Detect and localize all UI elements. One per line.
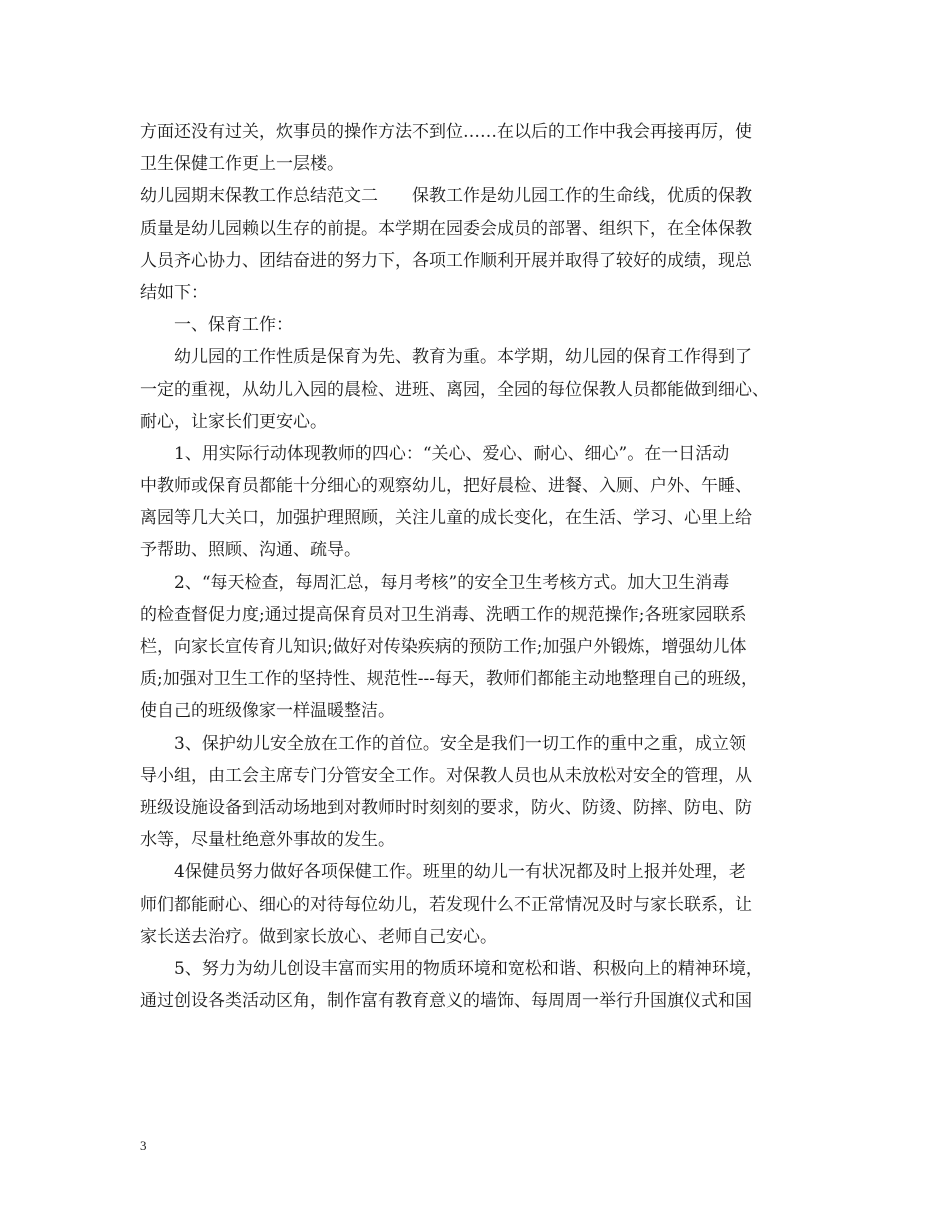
text-line: 导小组，由工会主席专门分管安全工作。对保教人员也从未放松对安全的管理，从: [140, 765, 752, 786]
text-line: 结如下：: [140, 282, 208, 303]
text-line: 耐心，让家长们更安心。: [140, 411, 327, 432]
text-line: 通过创设各类活动区角，制作富有教育意义的墙饰、每周周一举行升国旗仪式和国: [140, 991, 752, 1012]
text-line: 家长送去治疗。做到家长放心、老师自己安心。: [140, 926, 497, 947]
text-line: 师们都能耐心、细心的对待每位幼儿，若发现什么不正常情况及时与家长联系，让: [140, 894, 752, 915]
text-line: 水等，尽量杜绝意外事故的发生。: [140, 830, 395, 851]
text-line: 质;加强对卫生工作的坚持性、规范性---每天，教师们都能主动地整理自己的班级，: [140, 669, 758, 690]
text-line: 人员齐心协力、团结奋进的努力下，各项工作顺利开展并取得了较好的成绩，现总: [140, 250, 752, 271]
text-line: 予帮助、照顾、沟通、疏导。: [140, 540, 361, 561]
text-line: 离园等几大关口，加强护理照顾，关注儿童的成长变化，在生活、学习、心里上给: [140, 508, 752, 529]
text-line: 使自己的班级像家一样温暖整洁。: [140, 701, 395, 722]
text-line: 2、“每天检查，每周汇总，每月考核”的安全卫生考核方式。加大卫生消毒: [174, 572, 730, 593]
text-line: 的检查督促力度;通过提高保育员对卫生消毒、洗晒工作的规范操作;各班家园联系: [140, 604, 747, 625]
text-line: 3、保护幼儿安全放在工作的首位。安全是我们一切工作的重中之重，成立领: [174, 733, 746, 754]
text-line: 中教师或保育员都能十分细心的观察幼儿，把好晨检、进餐、入厕、户外、午睡、: [140, 476, 752, 497]
document-body: [140, 116, 830, 1017]
text-line: 栏，向家长宣传育儿知识;做好对传染疾病的预防工作;加强户外锻炼，增强幼儿体: [140, 637, 747, 657]
text-line: 4保健员努力做好各项保健工作。班里的幼儿一有状况都及时上报并处理，老: [174, 862, 746, 883]
text-line: 幼儿园期末保教工作总结范文二 保教工作是幼儿园工作的生命线，优质的保教: [140, 186, 752, 207]
text-line: 卫生保健工作更上一层楼。: [140, 154, 344, 175]
text-line: 方面还没有过关，炊事员的操作方法不到位……在以后的工作中我会再接再厉，使: [140, 122, 752, 142]
page-number: 3: [140, 1138, 147, 1153]
text-line: 5、努力为幼儿创设丰富而实用的物质环境和宽松和谐、积极向上的精神环境，: [174, 958, 763, 979]
text-line: 一、保育工作：: [174, 315, 293, 336]
text-line: 幼儿园的工作性质是保育为先、教育为重。本学期，幼儿园的保育工作得到了: [174, 347, 752, 368]
text-line: 班级设施设备到活动场地到对教师时时刻刻的要求，防火、防烫、防摔、防电、防: [140, 797, 752, 818]
text-line: 1、用实际行动体现教师的四心：“关心、爱心、耐心、细心”。在一日活动: [174, 443, 730, 464]
text-line: 一定的重视，从幼儿入园的晨检、进班、离园，全园的每位保教人员都能做到细心、: [140, 379, 769, 400]
text-line: 质量是幼儿园赖以生存的前提。本学期在园委会成员的部署、组织下，在全体保教: [140, 218, 752, 239]
